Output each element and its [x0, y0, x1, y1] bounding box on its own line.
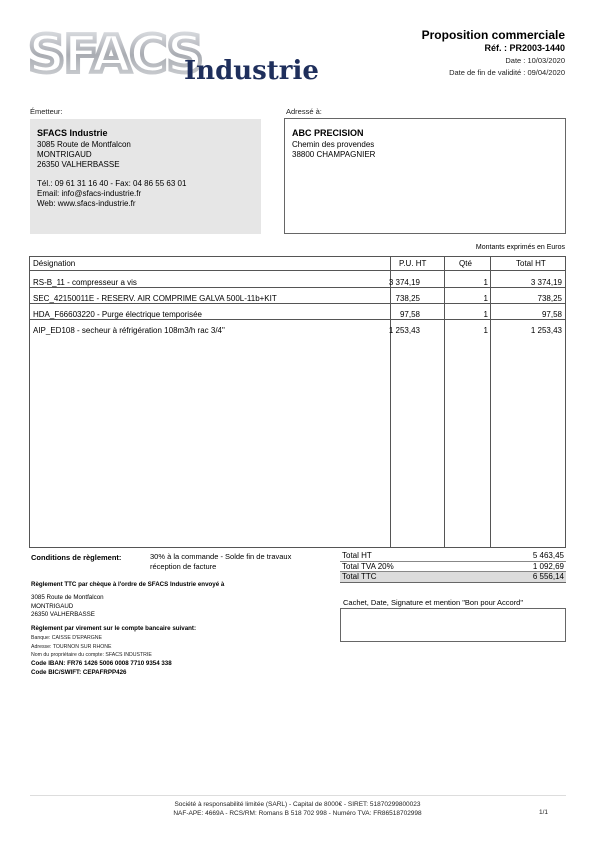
total-ttc-row	[340, 572, 566, 583]
recipient-name: ABC PRECISION	[292, 128, 364, 138]
logo-main-text: SFACS	[28, 26, 202, 85]
account-owner: Nom du propriétaire du compte: SFACS INDUSTRIE	[31, 652, 152, 658]
recipient-box	[284, 118, 566, 234]
total-ht-row	[340, 551, 566, 562]
row-unit-price: 1 253,43	[388, 326, 420, 335]
row-unit-price: 97,58	[399, 310, 420, 319]
bank-address: Adresse: TOURNON SUR RHONE	[31, 643, 112, 650]
header-unit-price: P.U. HT	[399, 259, 427, 268]
recipient-address-line: Chemin des provendes	[292, 140, 375, 149]
row-total: 1 253,43	[530, 326, 562, 335]
signature-box[interactable]	[340, 608, 566, 642]
logo-graphic	[28, 26, 318, 86]
emitter-label: Émetteur:	[30, 107, 63, 116]
recipient-label: Adressé à:	[286, 107, 322, 116]
emitter-address-line: MONTRIGAUD	[37, 150, 92, 159]
document-header	[422, 28, 565, 77]
transfer-payment-label: Règlement par virement sur le compte bancaire suivant:	[31, 625, 197, 632]
footer-line: NAF-APE: 4669A - RCS/RM: Romans B 518 702 998 - Numéro TVA: FR86518702998	[173, 810, 422, 817]
table-row	[30, 323, 565, 336]
company-logo	[28, 26, 318, 86]
table-row	[30, 307, 565, 320]
header-quantity: Qté	[459, 259, 472, 268]
emitter-address-line: 3085 Route de Montfalcon	[37, 140, 131, 149]
header-total: Total HT	[516, 259, 546, 268]
legal-footer	[0, 800, 595, 818]
total-ht-value: 5 463,45	[532, 551, 564, 561]
row-designation: HDA_F66603220 - Purge électrique temporisée	[33, 310, 202, 319]
row-total: 97,58	[541, 310, 562, 319]
payment-conditions-label: Conditions de règlement:	[31, 553, 122, 562]
totals-box	[340, 551, 566, 583]
cheque-address-line: 3085 Route de Montfalcon	[31, 594, 104, 601]
emitter-box	[30, 119, 261, 234]
row-designation: SEC_42150011E - RESERV. AIR COMPRIME GALVA 500L-11b+KIT	[33, 294, 277, 303]
total-ht-label: Total HT	[342, 551, 372, 561]
row-designation: AIP_ED108 - secheur à réfrigération 108m3/h rac 3/4"	[33, 326, 225, 335]
table-row	[30, 291, 565, 304]
bank-codes	[31, 660, 172, 677]
total-ttc-label: Total TTC	[342, 572, 377, 582]
recipient-address-line: 38800 CHAMPAGNIER	[292, 150, 376, 159]
bank-name: Banque: CAISSE D'EPARGNE	[31, 635, 102, 641]
row-unit-price: 3 374,19	[388, 278, 420, 287]
row-quantity: 1	[483, 294, 488, 303]
footer-line: Société à responsabilité limitée (SARL) - Capital de 8000€ - SIRET: 51870299800023	[174, 801, 421, 808]
emitter-name: SFACS Industrie	[37, 128, 108, 138]
total-ttc-value: 6 556,14	[532, 572, 564, 582]
page-number: 1/1	[538, 809, 548, 816]
emitter-web[interactable]: Web: www.sfacs-industrie.fr	[37, 199, 136, 208]
document-reference: Réf. : PR2003-1440	[484, 43, 565, 53]
validity-date: Date de fin de validité : 09/04/2020	[449, 68, 565, 77]
row-designation: RS-B_11 - compresseur a vis	[33, 278, 137, 287]
total-tva-label: Total TVA 20%	[342, 561, 394, 571]
cheque-address	[31, 594, 104, 620]
bank-details	[31, 634, 152, 660]
iban-code: Code IBAN: FR76 1426 5006 0008 7710 9354 338	[31, 660, 172, 667]
cheque-address-line: MONTRIGAUD	[31, 602, 74, 610]
total-tva-row	[340, 562, 566, 573]
signature-label: Cachet, Date, Signature et mention "Bon pour Accord"	[343, 598, 524, 607]
cheque-address-line: 26350 VALHERBASSE	[31, 611, 95, 618]
emitter-address-line: 26350 VALHERBASSE	[37, 160, 120, 169]
table-row	[30, 275, 565, 288]
row-total: 3 374,19	[530, 278, 562, 287]
row-quantity: 1	[483, 278, 488, 287]
header-divider	[30, 270, 565, 271]
row-total: 738,25	[537, 294, 562, 303]
document-title: Proposition commerciale	[421, 28, 565, 42]
currency-note: Montants exprimés en Euros	[475, 244, 565, 251]
logo-sub-text: Industrie	[184, 56, 318, 86]
bic-code: Code BIC/SWIFT: CEPAFRPP426	[31, 668, 127, 676]
cheque-payment-label: Règlement TTC par chèque à l'ordre de SFACS Industrie envoyé à	[31, 581, 225, 588]
emitter-phone: Tél.: 09 61 31 16 40 - Fax: 04 86 55 63 01	[37, 179, 187, 188]
document-date: Date : 10/03/2020	[505, 56, 565, 65]
row-quantity: 1	[483, 326, 488, 335]
payment-conditions-value: 30% à la commande - Solde fin de travaux réception de facture	[150, 552, 292, 571]
row-quantity: 1	[483, 310, 488, 319]
items-table	[29, 256, 566, 548]
row-unit-price: 738,25	[395, 294, 420, 303]
emitter-email[interactable]: Email: info@sfacs-industrie.fr	[37, 189, 142, 198]
total-tva-value: 1 092,69	[532, 561, 564, 571]
footer-divider	[30, 795, 566, 796]
header-designation: Désignation	[33, 259, 76, 268]
